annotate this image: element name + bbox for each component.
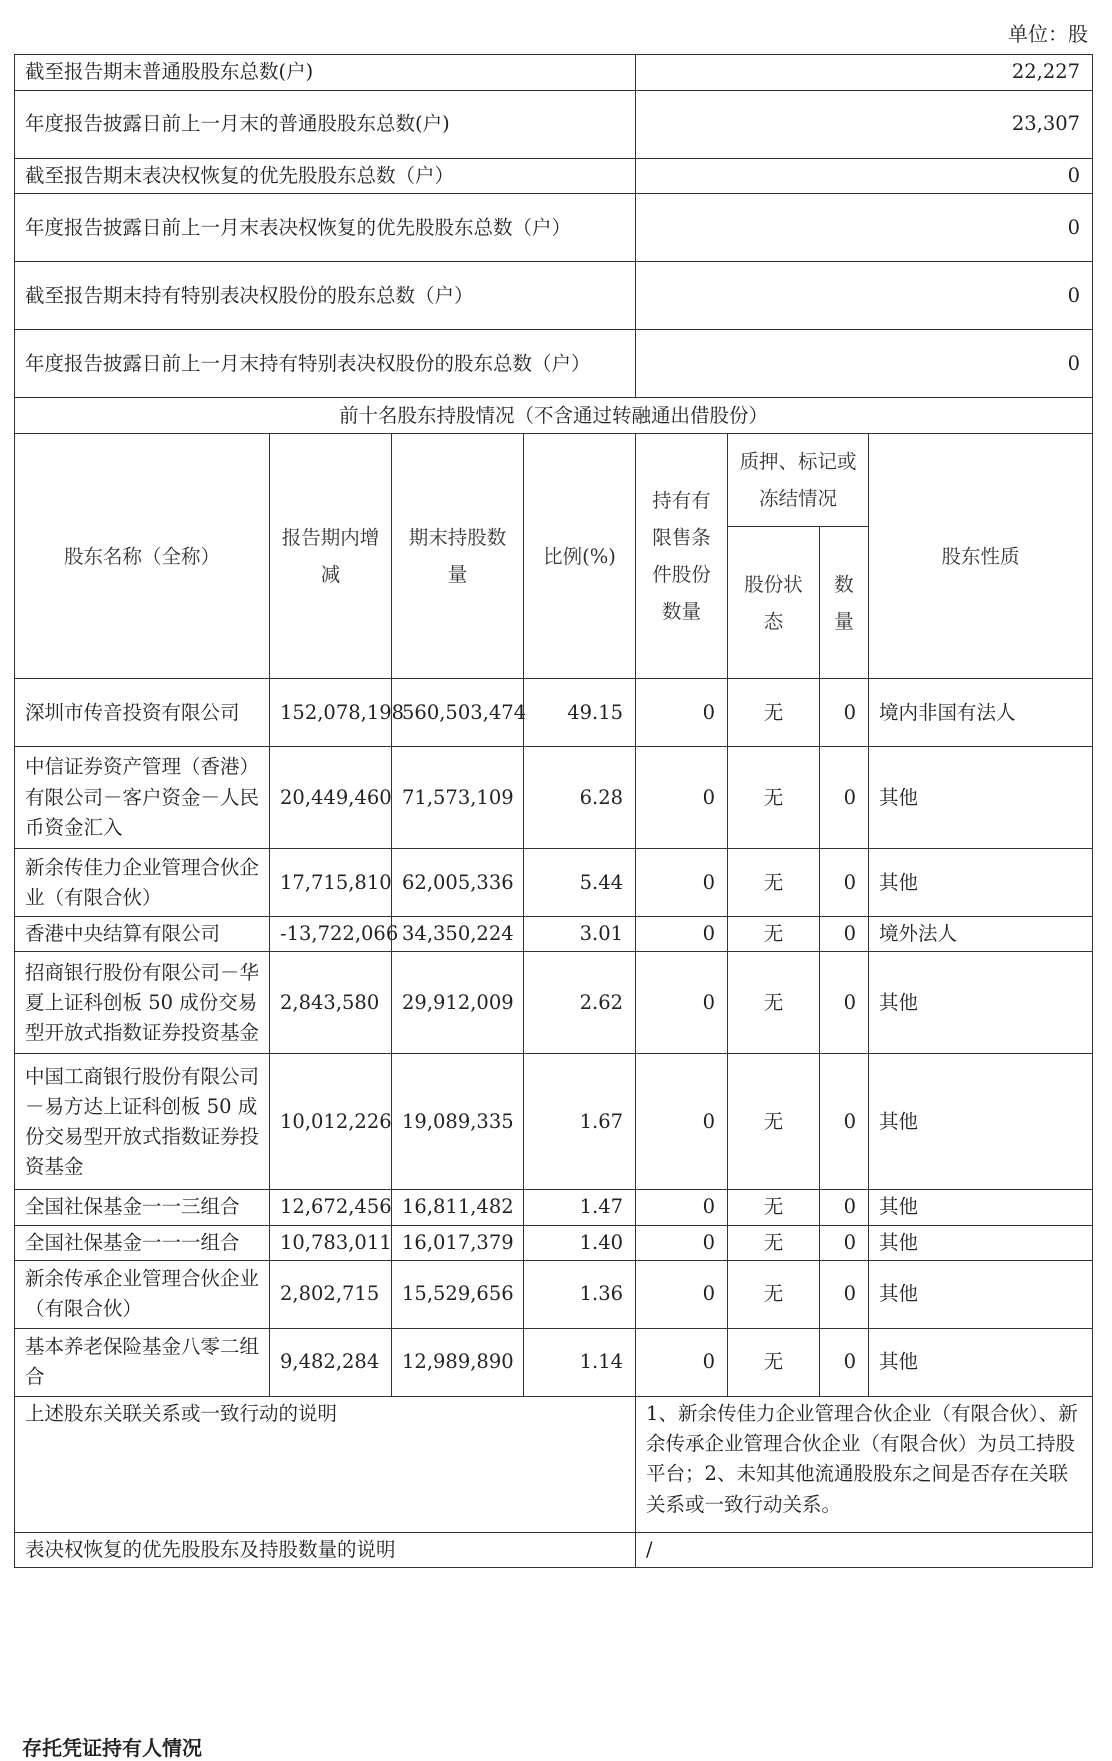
table-row bbox=[15, 917, 1093, 952]
shareholder-restricted: 0 bbox=[636, 1054, 728, 1190]
shareholder-holding: 19,089,335 bbox=[392, 1054, 524, 1190]
shareholder-pledge-qty: 0 bbox=[820, 952, 869, 1054]
shareholder-pledge-qty: 0 bbox=[820, 1260, 869, 1328]
table-row bbox=[15, 1190, 1093, 1225]
shareholder-nature: 境外法人 bbox=[869, 917, 1093, 952]
shareholder-name: 中国工商银行股份有限公司－易方达上证科创板 50 成份交易型开放式指数证券投资基金 bbox=[15, 1054, 270, 1190]
shareholder-ratio: 1.36 bbox=[524, 1260, 636, 1328]
shareholder-holding: 34,350,224 bbox=[392, 917, 524, 952]
shareholder-nature: 其他 bbox=[869, 1260, 1093, 1328]
summary-value: 0 bbox=[636, 194, 1093, 262]
shareholder-restricted: 0 bbox=[636, 1225, 728, 1260]
shareholder-name: 深圳市传音投资有限公司 bbox=[15, 679, 270, 747]
shareholder-pledge-qty: 0 bbox=[820, 747, 869, 849]
shareholder-name: 新余传承企业管理合伙企业（有限合伙） bbox=[15, 1260, 270, 1328]
shareholder-nature: 其他 bbox=[869, 747, 1093, 849]
shareholder-holding: 16,811,482 bbox=[392, 1190, 524, 1225]
shareholder-nature: 其他 bbox=[869, 952, 1093, 1054]
header-holding: 期末持股数量 bbox=[392, 434, 524, 679]
shareholder-pledge-status: 无 bbox=[728, 679, 820, 747]
shareholder-restricted: 0 bbox=[636, 1328, 728, 1396]
shareholder-holding: 62,005,336 bbox=[392, 849, 524, 917]
table-row bbox=[15, 1225, 1093, 1260]
top10-section bbox=[15, 398, 1093, 679]
summary-value: 22,227 bbox=[636, 55, 1093, 91]
summary-label: 截至报告期末普通股股东总数(户) bbox=[15, 55, 636, 91]
shareholder-pledge-qty: 0 bbox=[820, 1225, 869, 1260]
header-pledge-group: 质押、标记或冻结情况 bbox=[728, 434, 869, 527]
shareholder-pledge-status: 无 bbox=[728, 917, 820, 952]
table-row bbox=[15, 1054, 1093, 1190]
table-row bbox=[15, 1328, 1093, 1396]
shareholder-name: 全国社保基金一一一组合 bbox=[15, 1225, 270, 1260]
shareholder-pledge-qty: 0 bbox=[820, 1328, 869, 1396]
header-name: 股东名称（全称） bbox=[15, 434, 270, 679]
shareholder-pledge-qty: 0 bbox=[820, 679, 869, 747]
summary-row bbox=[15, 194, 1093, 262]
shareholder-pledge-qty: 0 bbox=[820, 1054, 869, 1190]
shareholder-restricted: 0 bbox=[636, 1260, 728, 1328]
table-row bbox=[15, 679, 1093, 747]
shareholder-ratio: 49.15 bbox=[524, 679, 636, 747]
shareholder-pledge-status: 无 bbox=[728, 1260, 820, 1328]
shareholder-restricted: 0 bbox=[636, 917, 728, 952]
shareholder-name: 全国社保基金一一三组合 bbox=[15, 1190, 270, 1225]
shareholder-pledge-status: 无 bbox=[728, 1054, 820, 1190]
shareholder-change: 2,843,580 bbox=[270, 952, 392, 1054]
shareholder-name: 中信证券资产管理（香港）有限公司－客户资金－人民币资金汇入 bbox=[15, 747, 270, 849]
header-pledge-qty: 数量 bbox=[820, 527, 869, 679]
shareholder-change: 10,783,011 bbox=[270, 1225, 392, 1260]
header-nature: 股东性质 bbox=[869, 434, 1093, 679]
unit-label: 单位：股 bbox=[1008, 22, 1088, 46]
shareholder-change: -13,722,066 bbox=[270, 917, 392, 952]
summary-value: 0 bbox=[636, 159, 1093, 194]
note-value: 1、新余传佳力企业管理合伙企业（有限合伙）、新余传承企业管理合伙企业（有限合伙）为员工持股平台；2、未知其他流通股股东之间是否存在关联关系或一致行动关系。 bbox=[636, 1396, 1093, 1532]
shareholder-restricted: 0 bbox=[636, 747, 728, 849]
section-title: 前十名股东持股情况（不含通过转融通出借股份） bbox=[15, 398, 1093, 434]
shareholder-ratio: 2.62 bbox=[524, 952, 636, 1054]
summary-row bbox=[15, 330, 1093, 398]
shareholder-ratio: 6.28 bbox=[524, 747, 636, 849]
shareholder-change: 152,078,198 bbox=[270, 679, 392, 747]
summary-label: 年度报告披露日前上一月末的普通股股东总数(户) bbox=[15, 91, 636, 159]
shareholder-ratio: 5.44 bbox=[524, 849, 636, 917]
notes-section bbox=[15, 1396, 1093, 1567]
shareholder-name: 新余传佳力企业管理合伙企业（有限合伙） bbox=[15, 849, 270, 917]
shareholder-restricted: 0 bbox=[636, 679, 728, 747]
header-ratio: 比例(%) bbox=[524, 434, 636, 679]
shareholder-change: 12,672,456 bbox=[270, 1190, 392, 1225]
shareholder-pledge-qty: 0 bbox=[820, 849, 869, 917]
shareholder-holding: 15,529,656 bbox=[392, 1260, 524, 1328]
shareholder-ratio: 1.67 bbox=[524, 1054, 636, 1190]
shareholder-nature: 其他 bbox=[869, 1225, 1093, 1260]
table-row bbox=[15, 849, 1093, 917]
summary-label: 年度报告披露日前上一月末持有特别表决权股份的股东总数（户） bbox=[15, 330, 636, 398]
shareholder-name: 香港中央结算有限公司 bbox=[15, 917, 270, 952]
shareholder-nature: 其他 bbox=[869, 1054, 1093, 1190]
summary-row bbox=[15, 55, 1093, 91]
shareholder-pledge-status: 无 bbox=[728, 952, 820, 1054]
shareholder-nature: 其他 bbox=[869, 1190, 1093, 1225]
shareholder-pledge-status: 无 bbox=[728, 1190, 820, 1225]
shareholder-holding: 12,989,890 bbox=[392, 1328, 524, 1396]
shareholder-name: 招商银行股份有限公司－华夏上证科创板 50 成份交易型开放式指数证券投资基金 bbox=[15, 952, 270, 1054]
shareholder-restricted: 0 bbox=[636, 1190, 728, 1225]
shareholder-restricted: 0 bbox=[636, 849, 728, 917]
summary-row bbox=[15, 159, 1093, 194]
summary-value: 0 bbox=[636, 330, 1093, 398]
shareholder-nature: 境内非国有法人 bbox=[869, 679, 1093, 747]
note-row bbox=[15, 1532, 1093, 1567]
shareholder-pledge-status: 无 bbox=[728, 1225, 820, 1260]
shareholder-holding: 71,573,109 bbox=[392, 747, 524, 849]
summary-label: 年度报告披露日前上一月末表决权恢复的优先股股东总数（户） bbox=[15, 194, 636, 262]
shareholder-name: 基本养老保险基金八零二组合 bbox=[15, 1328, 270, 1396]
shareholder-table bbox=[14, 54, 1093, 1568]
summary-value: 23,307 bbox=[636, 91, 1093, 159]
table-row bbox=[15, 1260, 1093, 1328]
shareholder-change: 20,449,460 bbox=[270, 747, 392, 849]
note-label: 表决权恢复的优先股股东及持股数量的说明 bbox=[15, 1532, 636, 1567]
shareholder-nature: 其他 bbox=[869, 849, 1093, 917]
shareholder-change: 17,715,810 bbox=[270, 849, 392, 917]
shareholder-restricted: 0 bbox=[636, 952, 728, 1054]
shareholder-pledge-status: 无 bbox=[728, 747, 820, 849]
header-restricted: 持有有限售条件股份数量 bbox=[636, 434, 728, 679]
shareholder-change: 2,802,715 bbox=[270, 1260, 392, 1328]
shareholder-holding: 560,503,474 bbox=[392, 679, 524, 747]
shareholder-ratio: 1.14 bbox=[524, 1328, 636, 1396]
shareholder-ratio: 1.47 bbox=[524, 1190, 636, 1225]
shareholder-nature: 其他 bbox=[869, 1328, 1093, 1396]
shareholder-pledge-status: 无 bbox=[728, 1328, 820, 1396]
summary-label: 截至报告期末表决权恢复的优先股股东总数（户） bbox=[15, 159, 636, 194]
table-row bbox=[15, 952, 1093, 1054]
note-value: / bbox=[636, 1532, 1093, 1567]
header-pledge-status: 股份状态 bbox=[728, 527, 820, 679]
summary-section bbox=[15, 55, 1093, 398]
header-change: 报告期内增减 bbox=[270, 434, 392, 679]
shareholder-rows bbox=[15, 679, 1093, 1397]
shareholder-ratio: 1.40 bbox=[524, 1225, 636, 1260]
summary-row bbox=[15, 262, 1093, 330]
summary-value: 0 bbox=[636, 262, 1093, 330]
summary-row bbox=[15, 91, 1093, 159]
next-section-heading: 存托凭证持有人情况 bbox=[22, 1736, 202, 1760]
summary-label: 截至报告期末持有特别表决权股份的股东总数（户） bbox=[15, 262, 636, 330]
shareholder-pledge-status: 无 bbox=[728, 849, 820, 917]
shareholder-pledge-qty: 0 bbox=[820, 917, 869, 952]
shareholder-holding: 16,017,379 bbox=[392, 1225, 524, 1260]
shareholder-holding: 29,912,009 bbox=[392, 952, 524, 1054]
table-row bbox=[15, 747, 1093, 849]
shareholder-ratio: 3.01 bbox=[524, 917, 636, 952]
shareholder-change: 10,012,226 bbox=[270, 1054, 392, 1190]
note-label: 上述股东关联关系或一致行动的说明 bbox=[15, 1396, 636, 1532]
shareholder-change: 9,482,284 bbox=[270, 1328, 392, 1396]
note-row bbox=[15, 1396, 1093, 1532]
shareholder-pledge-qty: 0 bbox=[820, 1190, 869, 1225]
